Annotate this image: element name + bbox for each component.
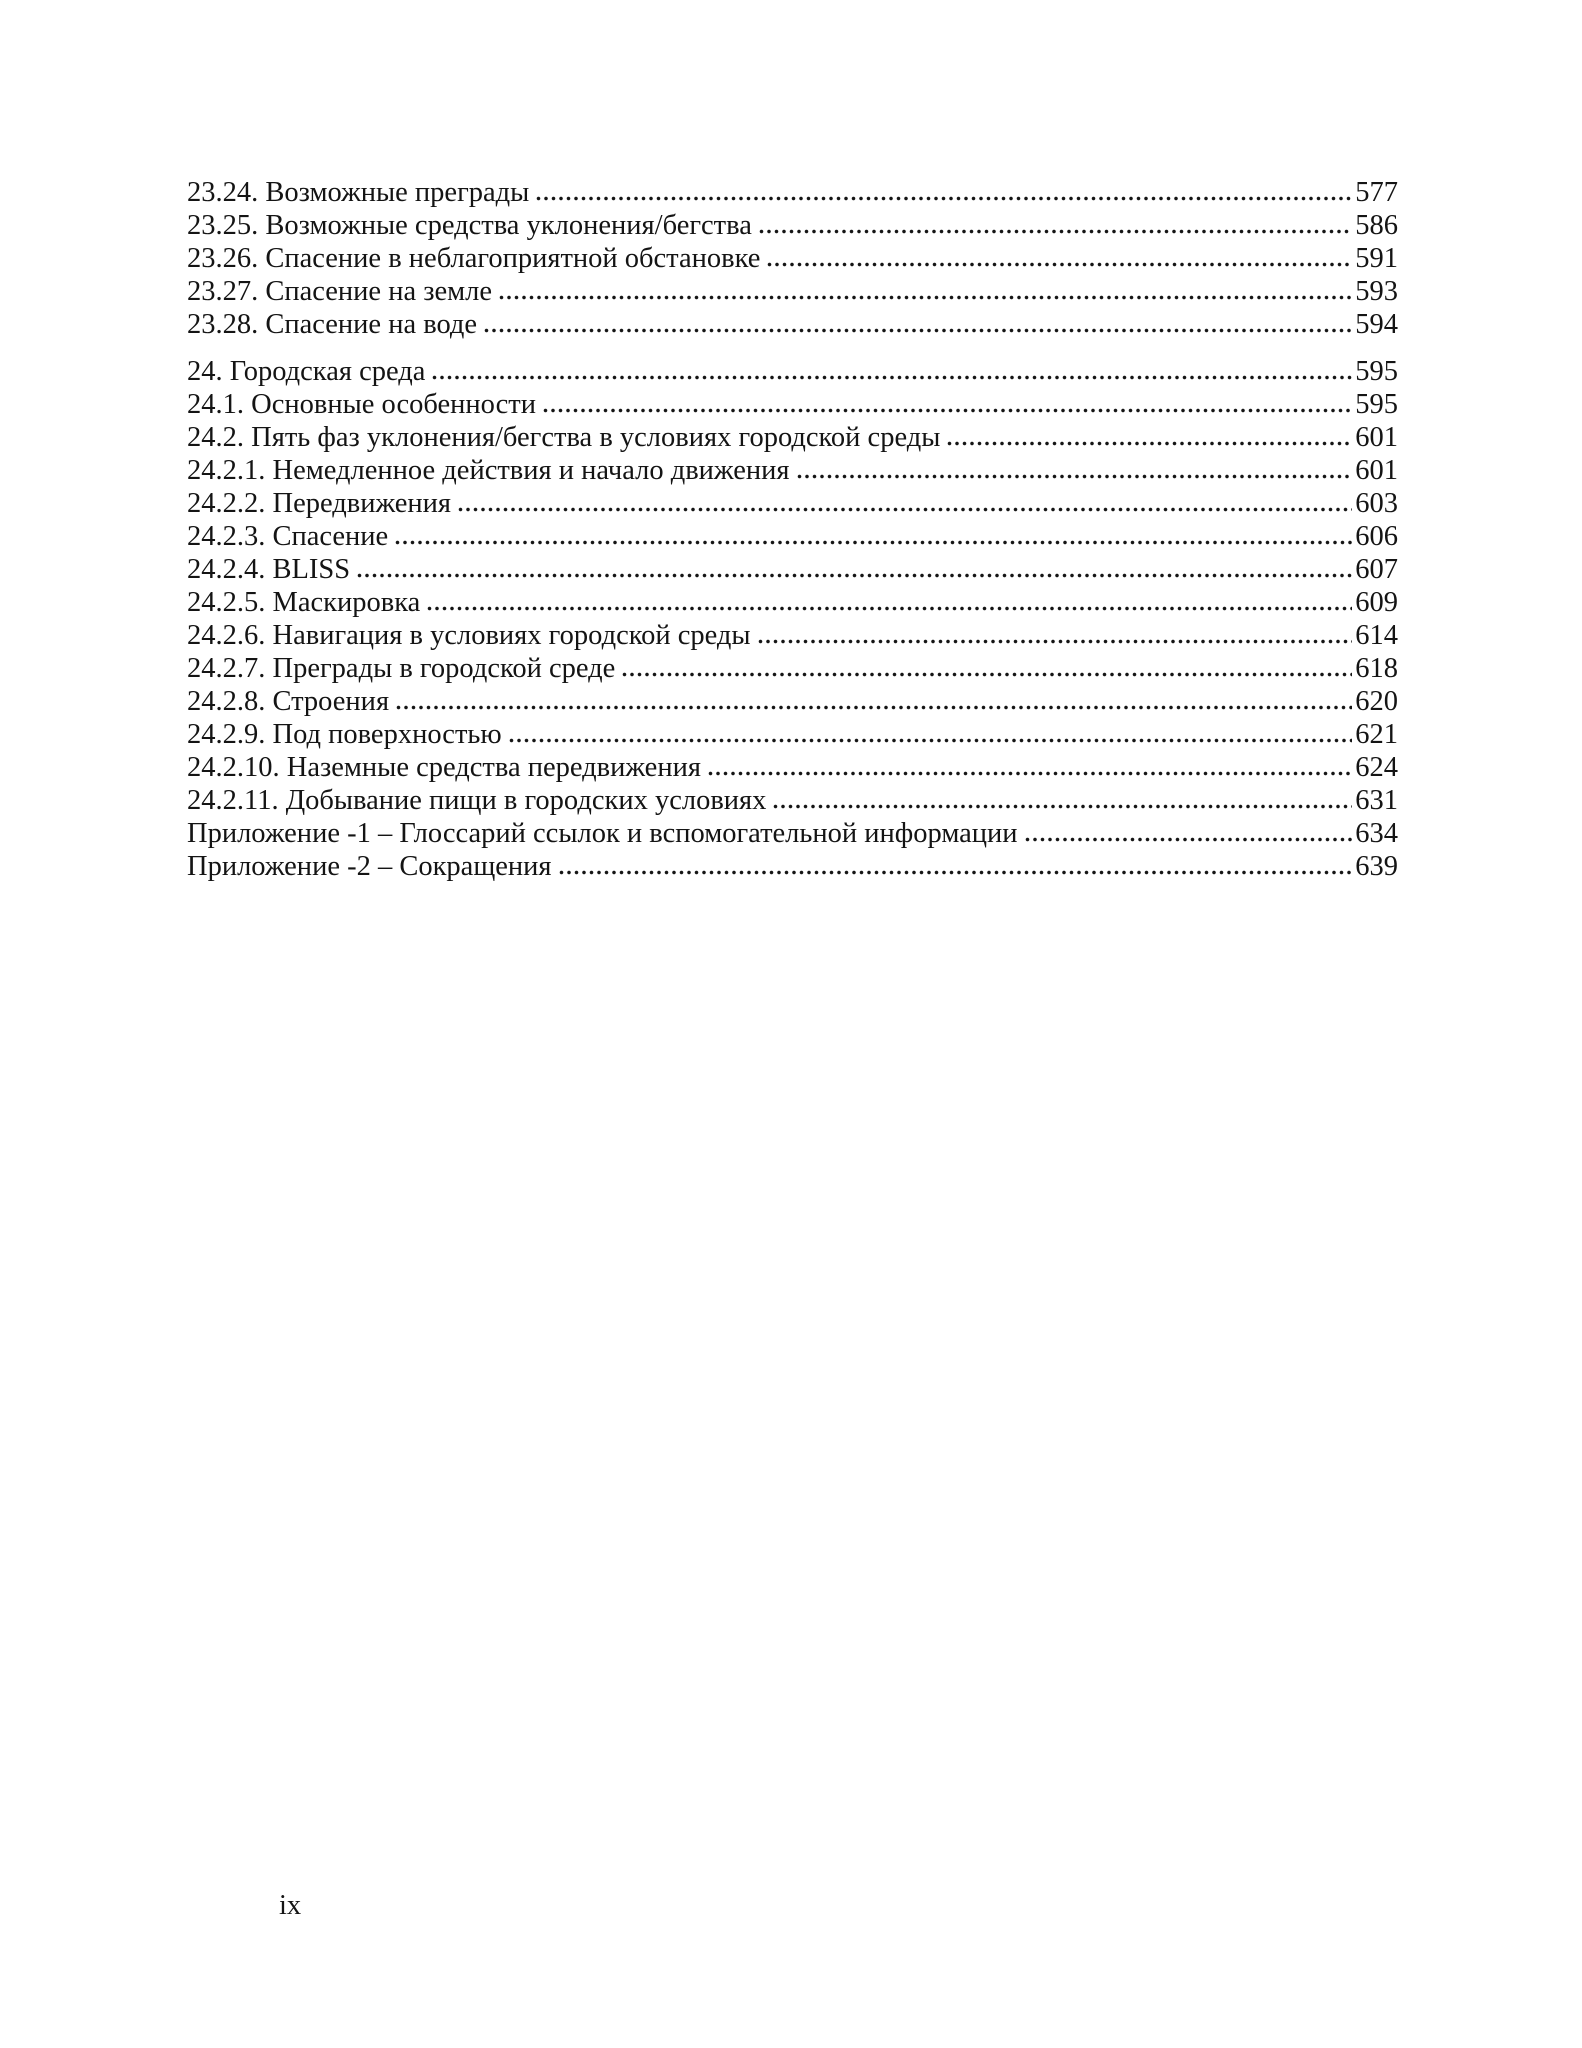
toc-entry-label: 24.2.2. Передвижения	[187, 488, 452, 519]
toc-entry-label: 24.2.7. Преграды в городской среде	[187, 653, 616, 684]
toc-entry-page: 607	[1355, 554, 1398, 585]
toc-entry	[187, 586, 1398, 619]
dot-leader	[766, 262, 1352, 267]
toc-entry-page: 618	[1355, 653, 1398, 684]
toc-entry	[187, 355, 1398, 388]
toc-entry-page: 621	[1355, 719, 1398, 750]
toc-entry-label: 24.2.5. Маскировка	[187, 587, 421, 618]
toc-entry	[187, 454, 1398, 487]
toc-entry-label: 23.24. Возможные преграды	[187, 177, 530, 208]
toc-entry	[187, 685, 1398, 718]
toc-entry-page: 634	[1355, 818, 1398, 849]
toc-entry-page: 593	[1355, 276, 1398, 307]
dot-leader	[498, 295, 1352, 300]
toc-entry-page: 631	[1355, 785, 1398, 816]
toc-entry-label: 24.1. Основные особенности	[187, 389, 536, 420]
dot-leader	[758, 229, 1352, 234]
toc-entry-label: 23.28. Спасение на воде	[187, 309, 478, 340]
page-number-footer: ix	[279, 1890, 302, 1921]
dot-leader	[457, 507, 1352, 512]
toc-entry-page: 614	[1355, 620, 1398, 651]
toc-entry-label: Приложение -1 – Глоссарий ссылок и вспомогательной информации	[187, 818, 1018, 849]
toc-entry-page: 603	[1355, 488, 1398, 519]
toc-entry-page: 601	[1355, 422, 1398, 453]
toc-entry-page: 606	[1355, 521, 1398, 552]
dot-leader	[395, 705, 1352, 710]
toc-entry	[187, 275, 1398, 308]
toc-entry	[187, 242, 1398, 275]
toc-entry-label: 24.2.9. Под поверхностью	[187, 719, 502, 750]
toc-entry-page: 594	[1355, 309, 1398, 340]
dot-leader	[535, 196, 1352, 201]
dot-leader	[621, 672, 1352, 677]
dot-leader	[946, 441, 1352, 446]
dot-leader	[483, 328, 1352, 333]
toc-entry-label: 24.2.4. BLISS	[187, 554, 351, 585]
toc-entry	[187, 176, 1398, 209]
dot-leader	[508, 738, 1353, 743]
toc-entry	[187, 388, 1398, 421]
table-of-contents	[187, 176, 1398, 883]
toc-entry	[187, 817, 1398, 850]
toc-entry-page: 639	[1355, 851, 1398, 882]
dot-leader	[757, 639, 1353, 644]
dot-leader	[426, 606, 1352, 611]
toc-entry-label: 24.2.10. Наземные средства передвижения	[187, 752, 701, 783]
toc-entry	[187, 652, 1398, 685]
toc-entry	[187, 718, 1398, 751]
toc-entry-page: 586	[1355, 210, 1398, 241]
toc-entry-label: 24.2.1. Немедленное действия и начало движения	[187, 455, 790, 486]
toc-entry-label: 23.26. Спасение в неблагоприятной обстановке	[187, 243, 761, 274]
toc-entry	[187, 308, 1398, 341]
toc-entry	[187, 850, 1398, 883]
toc-entry	[187, 209, 1398, 242]
dot-leader	[772, 804, 1352, 809]
toc-entry	[187, 520, 1398, 553]
toc-entry-label: 23.25. Возможные средства уклонения/бегства	[187, 210, 752, 241]
toc-entry-label: 24.2.6. Навигация в условиях городской среды	[187, 620, 751, 651]
toc-entry-label: 24.2.11. Добывание пищи в городских условиях	[187, 785, 767, 816]
toc-entry	[187, 619, 1398, 652]
dot-leader	[707, 771, 1352, 776]
dot-leader	[356, 573, 1352, 578]
toc-entry	[187, 421, 1398, 454]
toc-entry-label: 23.27. Спасение на земле	[187, 276, 493, 307]
toc-entry	[187, 487, 1398, 520]
toc-entry-page: 577	[1355, 177, 1398, 208]
dot-leader	[558, 870, 1353, 875]
toc-entry-label: 24.2. Пять фаз уклонения/бегства в условиях городской среды	[187, 422, 941, 453]
toc-entry-page: 595	[1355, 356, 1398, 387]
toc-entry-label: Приложение -2 – Сокращения	[187, 851, 552, 882]
toc-entry-page: 591	[1355, 243, 1398, 274]
toc-entry-page: 609	[1355, 587, 1398, 618]
dot-leader	[796, 474, 1353, 479]
toc-entry-label: 24. Городская среда	[187, 356, 426, 387]
dot-leader	[542, 408, 1352, 413]
dot-leader	[394, 540, 1352, 545]
dot-leader	[431, 375, 1352, 380]
toc-entry-page: 620	[1355, 686, 1398, 717]
dot-leader	[1024, 837, 1353, 842]
toc-entry	[187, 751, 1398, 784]
toc-entry-page: 595	[1355, 389, 1398, 420]
toc-section-23	[187, 176, 1398, 341]
toc-entry	[187, 553, 1398, 586]
toc-entry-label: 24.2.3. Спасение	[187, 521, 389, 552]
toc-entry-page: 601	[1355, 455, 1398, 486]
toc-section-24	[187, 355, 1398, 883]
toc-entry	[187, 784, 1398, 817]
toc-entry-label: 24.2.8. Строения	[187, 686, 390, 717]
toc-entry-page: 624	[1355, 752, 1398, 783]
